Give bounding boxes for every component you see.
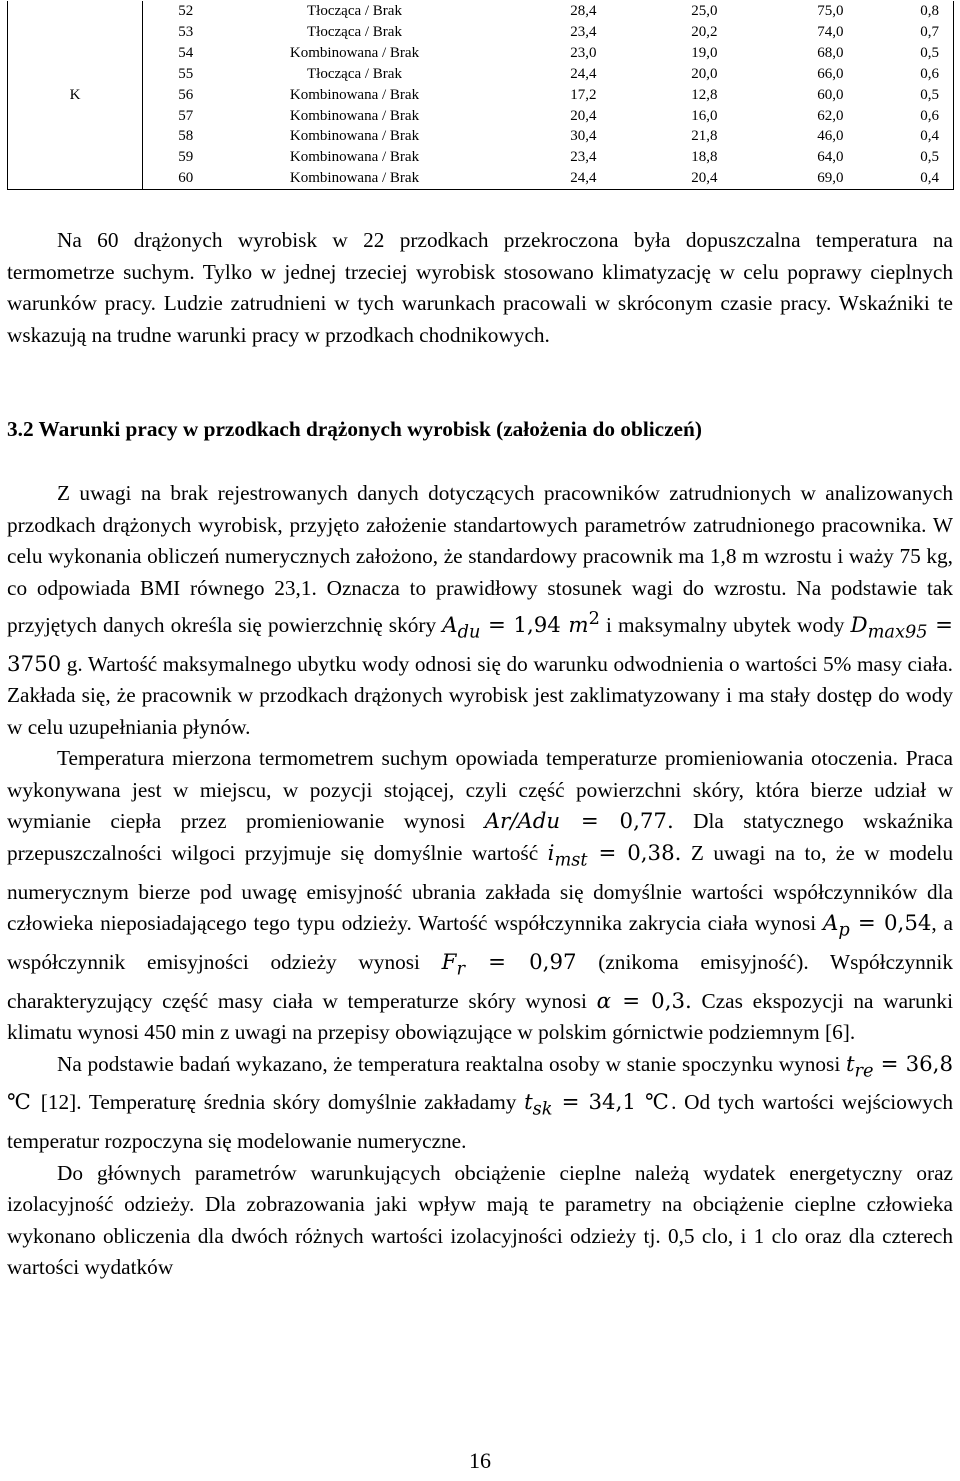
row-number-cell: 60: [143, 168, 229, 189]
table-row: [8, 43, 954, 64]
value-c-cell: 69,0: [732, 168, 858, 189]
p3-text-4: , a współczynnik emisyjności odzieży wynosi: [7, 911, 953, 974]
paragraph-2: [7, 478, 953, 743]
formula-f-r: F: [441, 949, 457, 975]
formula-i-mst-sub: mst: [554, 850, 588, 871]
value-c-cell: 68,0: [817, 44, 844, 61]
paragraph-1-text: Na 60 drążonych wyrobisk w 22 przodkach przekroczona była dopuszczalna temperatura na termometrze suchym. Tylko w jednej trzeciej wyrobisk stosowano klimatyzację w celu poprawy cieplnych warunków pracy. Ludzie zatrudnieni w tych warunkach pracowali w skróconym czasie pracy. Wskaźniki te wskazują na trudne warunki pracy w przodkach chodnikowych.: [7, 228, 953, 347]
p3-text-1: Temperatura mierzona termometrem suchym opowiada temperaturze promieniowania otoczenia. Praca wykonywana jest w miejscu, w pozycji stojącej, czyli część powierzchni skóry, która bierze udział w wymianie ciepła przez promieniowanie wynosi: [7, 746, 953, 834]
formula-a-p: A: [822, 911, 839, 937]
p2-text-1: Z uwagi na brak rejestrowanych danych dotyczących pracowników zatrudnionych w analizowanych przodkach drążonych wyrobisk, przyjęto założenie standartowych parametrów zatrudnionego pracownika. W celu wykonania obliczeń numerycznych założono, że standardowy pracownik ma 1,8 m wzrostu i waży 75 kg, co odpowiada BMI równego 23,1. Oznacza to prawidłowy stosunek wagi do wzrostu. Na podstawie tak przyjętych danych określa się powierzchnię skóry: [7, 481, 953, 638]
group-label-cell: K: [8, 1, 143, 190]
ventilation-type-cell: Tłocząca / Brak: [307, 65, 402, 82]
value-a-cell: 30,4: [570, 128, 597, 145]
table-row: [8, 1, 954, 22]
value-d-cell: 0,8: [858, 1, 954, 22]
formula-t-re-sub: re: [854, 1060, 874, 1081]
formula-t-re-value: = 36,8 ℃: [7, 1051, 953, 1116]
formula-a-du: A: [442, 613, 458, 639]
row-number-cell: 56: [143, 85, 229, 106]
formula-t-sk-value: = 34,1 ℃: [552, 1090, 672, 1116]
ventilation-type-cell: Kombinowana / Brak: [289, 107, 420, 124]
value-a-cell: 23,4: [570, 149, 597, 166]
data-table: [7, 1, 954, 190]
value-b-cell: 12,8: [691, 86, 718, 103]
formula-d-max: D: [850, 613, 868, 639]
formula-i-mst-value: = 0,38.: [587, 840, 682, 866]
p4-text-3: . Od tych wartości wejściowych temperatur rozpoczyna się modelowanie numeryczne.: [7, 1090, 953, 1154]
p4-text-2: [12]. Temperaturę średnia skóry domyślnie zakładamy: [33, 1090, 525, 1115]
value-d-cell: 0,6: [858, 106, 954, 127]
value-b-cell: 20,0: [691, 65, 718, 82]
value-c-cell: 60,0: [817, 86, 844, 103]
value-b-cell: 16,0: [691, 107, 718, 124]
p2-text-3: g. Wartość maksymalnego ubytku wody odnosi się do warunku odwodnienia o wartości 5% masy ciała. Zakłada się, że pracownik w przodkach drążonych wyrobisk jest zaklimatyzowany i ma stały dostęp do wody w celu uzupełniania płynów.: [7, 651, 953, 739]
value-c-cell: 74,0: [817, 23, 844, 40]
ventilation-type-cell: Kombinowana / Brak: [289, 86, 420, 103]
table-row: [8, 64, 954, 85]
formula-t-sk-sub: sk: [532, 1099, 553, 1120]
p3-text-2: Dla statycznego wskaźnika przepuszczalności wilgoci przyjmuje się domyślnie wartość: [7, 809, 954, 865]
p3-text-6: Czas ekspozycji na warunki klimatu wynosi 450 min z uwagi na przepisy obowiązujące w polskim górnictwie podziemnym [6].: [7, 988, 953, 1045]
row-number-cell: 57: [143, 106, 229, 127]
formula-f-r-value: = 0,97: [464, 949, 577, 975]
value-b-cell: 21,8: [691, 128, 718, 145]
value-a-cell: 28,4: [570, 3, 597, 19]
ventilation-type-cell: Kombinowana / Brak: [289, 149, 420, 166]
row-number-cell: 54: [143, 43, 229, 64]
paragraph-3: [7, 743, 953, 1048]
value-b-cell: 19,0: [691, 44, 718, 61]
formula-i-mst: i: [547, 840, 555, 866]
ventilation-type-cell: Tłocząca / Brak: [307, 3, 402, 19]
row-number-cell: 55: [143, 64, 229, 85]
formula-d-max-value: = 3750: [7, 613, 953, 677]
row-number-cell: 59: [143, 147, 229, 168]
table-row: [8, 126, 954, 147]
ventilation-type-cell: Kombinowana / Brak: [289, 128, 420, 145]
row-number-cell: 53: [143, 22, 229, 43]
table-row: [8, 85, 954, 106]
formula-alpha-value: = 0,3.: [611, 988, 692, 1014]
paragraph-1: [7, 225, 953, 351]
value-d-cell: 0,7: [858, 22, 954, 43]
formula-f-r-sub: r: [456, 959, 465, 980]
formula-a-du-value: = 1,94: [480, 613, 569, 639]
value-c-cell: 64,0: [817, 149, 844, 166]
formula-a-du-unit: m: [568, 613, 589, 639]
p3-text-3: Z uwagi na to, że w modelu numerycznym bierze pod uwagę emisyjność ubrania zakłada się domyślnie wartości współczynników dla człowieka nieposiadającego tego typu odzieży. Wartość współczynnika zakrycia ciała wynosi: [7, 840, 953, 936]
formula-a-p-value: = 0,54: [849, 911, 932, 937]
value-a-cell: 23,4: [570, 23, 597, 40]
value-b-cell: 20,4: [611, 168, 732, 189]
value-b-cell: 20,2: [691, 23, 718, 40]
table-row: [8, 168, 954, 189]
value-a-cell: 17,2: [570, 86, 597, 103]
value-d-cell: 0,6: [858, 64, 954, 85]
formula-t-sk: t: [524, 1090, 533, 1116]
formula-a-du-sub: du: [457, 622, 481, 643]
value-c-cell: 46,0: [817, 128, 844, 145]
row-number-cell: 58: [143, 126, 229, 147]
value-a-cell: 24,4: [481, 168, 611, 189]
value-d-cell: 0,5: [858, 43, 954, 64]
formula-a-p-sub: p: [838, 920, 850, 941]
ventilation-type-cell: Tłocząca / Brak: [307, 23, 402, 40]
formula-d-max-sub: max95: [867, 622, 928, 643]
value-b-cell: 25,0: [691, 3, 718, 19]
page-number: 16: [469, 1448, 491, 1473]
main-text: [7, 478, 953, 1284]
formula-t-re: t: [845, 1051, 855, 1077]
paragraph-4: [7, 1049, 953, 1158]
formula-a-du-exp: 2: [588, 609, 600, 629]
formula-ar-adu-value: = 0,77.: [560, 809, 674, 835]
p2-text-2: i maksymalny ubytek wody: [599, 613, 851, 638]
value-a-cell: 20,4: [570, 107, 597, 124]
value-d-cell: 0,4: [858, 168, 954, 189]
value-c-cell: 62,0: [817, 107, 844, 124]
section-heading: 3.2 Warunki pracy w przodkach drążonych wyrobisk (założenia do obliczeń): [7, 417, 702, 441]
p4-text-1: Na podstawie badań wykazano, że temperatura reaktalna osoby w stanie spoczynku wynosi: [57, 1051, 846, 1076]
value-d-cell: 0,5: [858, 85, 954, 106]
p3-text-5: (znikoma emisyjność). Współczynnik charakteryzujący część masy ciała w temperaturze skóry wynosi: [7, 949, 953, 1013]
ventilation-type-cell: Kombinowana / Brak: [289, 44, 420, 61]
value-c-cell: 75,0: [817, 3, 844, 19]
formula-alpha: α: [596, 988, 612, 1014]
value-a-cell: 24,4: [570, 65, 597, 82]
value-c-cell: 66,0: [817, 65, 844, 82]
paragraph-5: Do głównych parametrów warunkujących obciążenie cieplne należą wydatek energetyczny oraz izolacyjność odzieży. Dla zobrazowania jaki wpływ mają te parametry na obciążenie cieplne człowieka wykonano obliczenia dla dwóch różnych wartości izolacyjności odzieży tj. 0,5 clo, i 1 clo oraz dla czterech wartości wydatków: [7, 1160, 953, 1280]
ventilation-type-cell: Kombinowana / Brak: [229, 168, 481, 189]
formula-ar-adu: Ar/Adu: [484, 809, 561, 835]
row-number-cell: 52: [143, 1, 229, 22]
table-row: [8, 147, 954, 168]
value-b-cell: 18,8: [691, 149, 718, 166]
table-row: [8, 22, 954, 43]
value-a-cell: 23,0: [570, 44, 597, 61]
value-d-cell: 0,4: [858, 126, 954, 147]
value-d-cell: 0,5: [858, 147, 954, 168]
table-row: [8, 106, 954, 127]
